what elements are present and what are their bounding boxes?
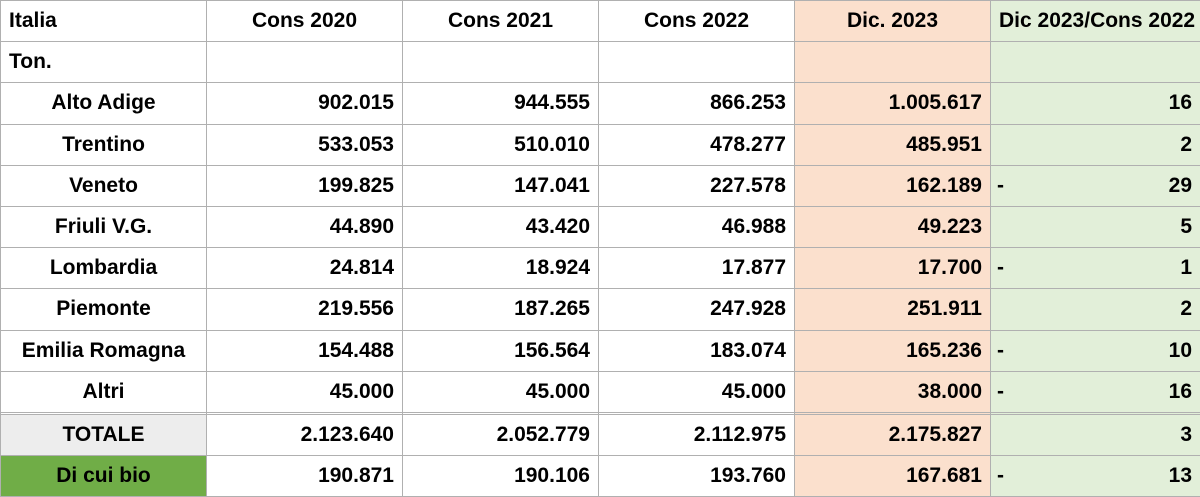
row-cons-2020: 219.556 bbox=[207, 289, 403, 330]
row-cons-2022: 227.578 bbox=[599, 165, 795, 206]
row-label: Altri bbox=[1, 371, 207, 412]
row-variation bbox=[991, 124, 1200, 165]
header-variation: Dic 2023/Cons 2022 bbox=[991, 1, 1200, 42]
row-cons-2021: 156.564 bbox=[403, 330, 599, 371]
row-variation-value: 29 bbox=[1168, 173, 1192, 197]
row-cons-2022: 183.074 bbox=[599, 330, 795, 371]
row-cons-2020: 45.000 bbox=[207, 371, 403, 412]
row-variation bbox=[991, 206, 1200, 247]
row-label: Emilia Romagna bbox=[1, 330, 207, 371]
table-row bbox=[1, 165, 1200, 206]
total-cons-2022: 2.112.975 bbox=[599, 414, 795, 455]
total-dic-2023: 2.175.827 bbox=[795, 414, 991, 455]
row-cons-2021: 510.010 bbox=[403, 124, 599, 165]
row-cons-2022: 478.277 bbox=[599, 124, 795, 165]
bio-cons-2021: 190.106 bbox=[403, 455, 599, 496]
unit-variation bbox=[991, 42, 1200, 83]
row-dic-2023: 165.236 bbox=[795, 330, 991, 371]
row-dic-2023: 49.223 bbox=[795, 206, 991, 247]
row-cons-2020: 199.825 bbox=[207, 165, 403, 206]
bio-variation bbox=[991, 455, 1200, 496]
row-cons-2021: 43.420 bbox=[403, 206, 599, 247]
row-cons-2020: 154.488 bbox=[207, 330, 403, 371]
table-row bbox=[1, 289, 1200, 330]
row-variation-sign: - bbox=[997, 379, 1004, 403]
table-row bbox=[1, 83, 1200, 124]
row-variation-value: 16 bbox=[1168, 91, 1192, 115]
table-row bbox=[1, 371, 1200, 412]
row-variation-value: 10 bbox=[1168, 338, 1192, 362]
row-dic-2023: 251.911 bbox=[795, 289, 991, 330]
row-label: Friuli V.G. bbox=[1, 206, 207, 247]
row-cons-2021: 45.000 bbox=[403, 371, 599, 412]
table-unit-row bbox=[1, 42, 1200, 83]
row-variation bbox=[991, 165, 1200, 206]
row-cons-2021: 147.041 bbox=[403, 165, 599, 206]
row-cons-2020: 44.890 bbox=[207, 206, 403, 247]
row-label: Lombardia bbox=[1, 248, 207, 289]
unit-label: Ton. bbox=[1, 42, 207, 83]
table-total-row bbox=[1, 414, 1200, 455]
row-cons-2020: 24.814 bbox=[207, 248, 403, 289]
row-variation-value: 2 bbox=[1180, 132, 1192, 156]
bio-cons-2020: 190.871 bbox=[207, 455, 403, 496]
row-cons-2022: 866.253 bbox=[599, 83, 795, 124]
row-cons-2020: 902.015 bbox=[207, 83, 403, 124]
row-dic-2023: 17.700 bbox=[795, 248, 991, 289]
header-cons-2021: Cons 2021 bbox=[403, 1, 599, 42]
bio-dic-2023: 167.681 bbox=[795, 455, 991, 496]
row-dic-2023: 38.000 bbox=[795, 371, 991, 412]
table-row bbox=[1, 330, 1200, 371]
row-cons-2022: 45.000 bbox=[599, 371, 795, 412]
header-dic-2023: Dic. 2023 bbox=[795, 1, 991, 42]
header-label: Italia bbox=[1, 1, 207, 42]
row-variation bbox=[991, 248, 1200, 289]
total-variation-value: 3 bbox=[1180, 422, 1192, 446]
row-label: Trentino bbox=[1, 124, 207, 165]
row-variation bbox=[991, 289, 1200, 330]
row-cons-2021: 18.924 bbox=[403, 248, 599, 289]
row-variation-sign: - bbox=[997, 338, 1004, 362]
table-row bbox=[1, 248, 1200, 289]
header-cons-2022: Cons 2022 bbox=[599, 1, 795, 42]
table-bio-row bbox=[1, 455, 1200, 496]
row-variation bbox=[991, 330, 1200, 371]
row-cons-2022: 247.928 bbox=[599, 289, 795, 330]
bio-variation-sign: - bbox=[997, 463, 1004, 487]
table-row bbox=[1, 206, 1200, 247]
unit-cons-2020 bbox=[207, 42, 403, 83]
row-variation-value: 5 bbox=[1180, 215, 1192, 239]
row-cons-2022: 17.877 bbox=[599, 248, 795, 289]
row-cons-2021: 944.555 bbox=[403, 83, 599, 124]
row-variation bbox=[991, 371, 1200, 412]
row-dic-2023: 162.189 bbox=[795, 165, 991, 206]
bio-variation-value: 13 bbox=[1168, 463, 1192, 487]
total-cons-2021: 2.052.779 bbox=[403, 414, 599, 455]
unit-cons-2022 bbox=[599, 42, 795, 83]
unit-cons-2021 bbox=[403, 42, 599, 83]
table-row bbox=[1, 124, 1200, 165]
row-label: Veneto bbox=[1, 165, 207, 206]
row-dic-2023: 485.951 bbox=[795, 124, 991, 165]
row-variation-value: 2 bbox=[1180, 297, 1192, 321]
total-variation bbox=[991, 414, 1200, 455]
row-cons-2022: 46.988 bbox=[599, 206, 795, 247]
bio-cons-2022: 193.760 bbox=[599, 455, 795, 496]
table-header-row bbox=[1, 1, 1200, 42]
header-cons-2020: Cons 2020 bbox=[207, 1, 403, 42]
row-cons-2021: 187.265 bbox=[403, 289, 599, 330]
row-label: Piemonte bbox=[1, 289, 207, 330]
row-label: Alto Adige bbox=[1, 83, 207, 124]
unit-dic-2023 bbox=[795, 42, 991, 83]
row-variation-sign: - bbox=[997, 173, 1004, 197]
bio-label: Di cui bio bbox=[1, 455, 207, 496]
row-variation-sign: - bbox=[997, 256, 1004, 280]
row-variation-value: 1 bbox=[1180, 256, 1192, 280]
total-label: TOTALE bbox=[1, 414, 207, 455]
row-variation-value: 16 bbox=[1168, 379, 1192, 403]
total-cons-2020: 2.123.640 bbox=[207, 414, 403, 455]
row-variation bbox=[991, 83, 1200, 124]
row-dic-2023: 1.005.617 bbox=[795, 83, 991, 124]
row-cons-2020: 533.053 bbox=[207, 124, 403, 165]
